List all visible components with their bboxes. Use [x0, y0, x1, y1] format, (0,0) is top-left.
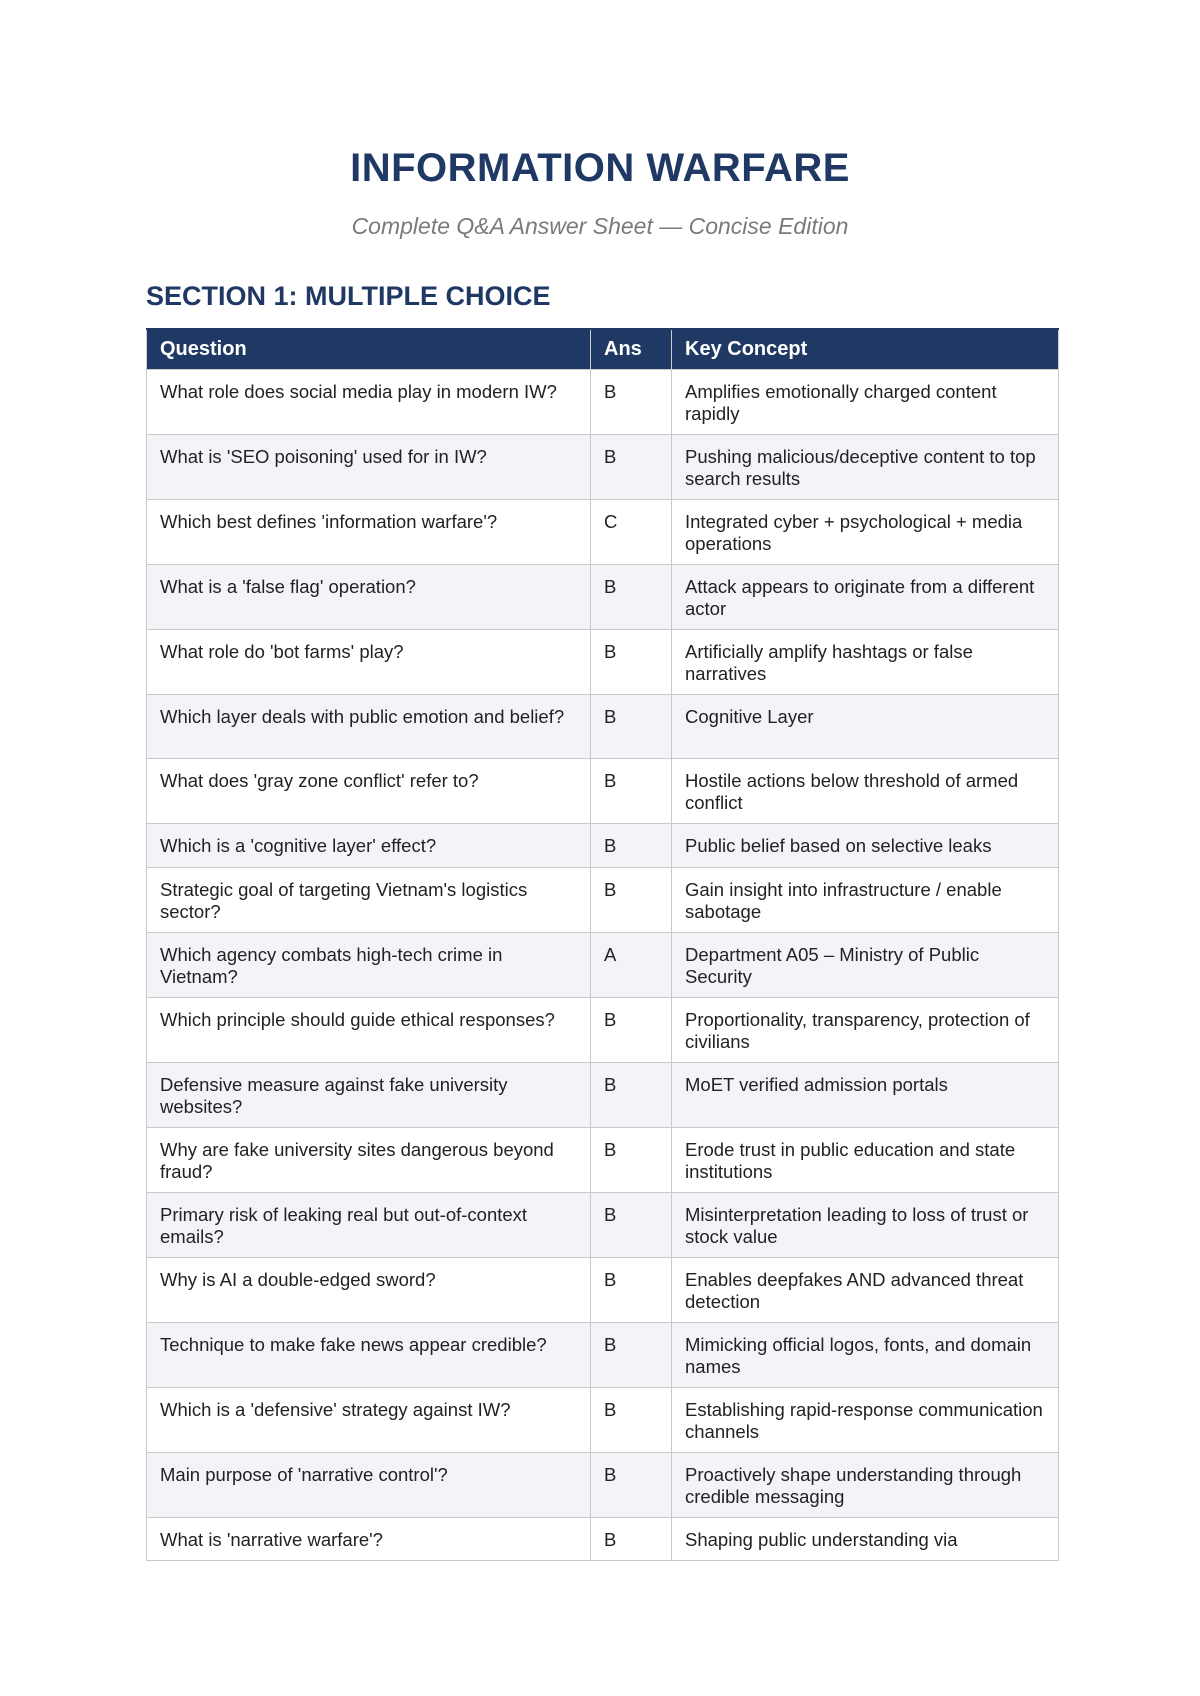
- answer-cell: B: [591, 629, 672, 694]
- concept-cell: Cognitive Layer: [672, 694, 1059, 758]
- question-cell: Which layer deals with public emotion and belief?: [147, 694, 591, 758]
- answer-cell: B: [591, 434, 672, 499]
- table-row: [147, 867, 1059, 932]
- question-cell: Strategic goal of targeting Vietnam's logistics sector?: [147, 867, 591, 932]
- answer-cell: B: [591, 1192, 672, 1257]
- question-cell: Which principle should guide ethical responses?: [147, 997, 591, 1062]
- question-cell: Why are fake university sites dangerous beyond fraud?: [147, 1127, 591, 1192]
- answer-cell: B: [591, 1387, 672, 1452]
- concept-cell: Gain insight into infrastructure / enable sabotage: [672, 867, 1059, 932]
- table-row: [147, 434, 1059, 499]
- question-cell: Technique to make fake news appear credible?: [147, 1322, 591, 1387]
- question-cell: Why is AI a double-edged sword?: [147, 1257, 591, 1322]
- column-header-answer: Ans: [591, 329, 672, 369]
- question-cell: What does 'gray zone conflict' refer to?: [147, 758, 591, 823]
- section-heading: SECTION 1: MULTIPLE CHOICE: [146, 281, 551, 311]
- concept-cell: Misinterpretation leading to loss of trust or stock value: [672, 1192, 1059, 1257]
- answer-cell: B: [591, 997, 672, 1062]
- concept-cell: Establishing rapid-response communication channels: [672, 1387, 1059, 1452]
- column-header-concept: Key Concept: [672, 329, 1059, 369]
- concept-cell: Hostile actions below threshold of armed conflict: [672, 758, 1059, 823]
- answer-cell: A: [591, 932, 672, 997]
- table-header-row: [147, 329, 1059, 369]
- concept-cell: Erode trust in public education and state institutions: [672, 1127, 1059, 1192]
- answer-cell: B: [591, 1257, 672, 1322]
- table-row: [147, 499, 1059, 564]
- question-cell: Which is a 'defensive' strategy against IW?: [147, 1387, 591, 1452]
- table-row: [147, 1322, 1059, 1387]
- question-cell: What role do 'bot farms' play?: [147, 629, 591, 694]
- table-row: [147, 1452, 1059, 1517]
- concept-cell: Amplifies emotionally charged content rapidly: [672, 369, 1059, 434]
- question-cell: Primary risk of leaking real but out-of-context emails?: [147, 1192, 591, 1257]
- concept-cell: Enables deepfakes AND advanced threat detection: [672, 1257, 1059, 1322]
- document-title: INFORMATION WARFARE: [350, 146, 850, 190]
- table-row: [147, 694, 1059, 758]
- answer-cell: B: [591, 823, 672, 867]
- table-row: [147, 1387, 1059, 1452]
- column-header-question: Question: [147, 329, 591, 369]
- qa-table: [146, 328, 1059, 1561]
- answer-cell: B: [591, 1452, 672, 1517]
- concept-cell: Shaping public understanding via: [672, 1517, 1059, 1560]
- question-cell: What is 'narrative warfare'?: [147, 1517, 591, 1560]
- question-cell: What is a 'false flag' operation?: [147, 564, 591, 629]
- answer-cell: B: [591, 867, 672, 932]
- answer-cell: B: [591, 758, 672, 823]
- concept-cell: Artificially amplify hashtags or false narratives: [672, 629, 1059, 694]
- answer-cell: B: [591, 1062, 672, 1127]
- table-row: [147, 997, 1059, 1062]
- answer-cell: B: [591, 1127, 672, 1192]
- question-cell: What role does social media play in modern IW?: [147, 369, 591, 434]
- answer-cell: B: [591, 1322, 672, 1387]
- concept-cell: Department A05 – Ministry of Public Security: [672, 932, 1059, 997]
- concept-cell: Proactively shape understanding through credible messaging: [672, 1452, 1059, 1517]
- concept-cell: Mimicking official logos, fonts, and domain names: [672, 1322, 1059, 1387]
- table-row: [147, 758, 1059, 823]
- table-row: [147, 564, 1059, 629]
- answer-cell: B: [591, 694, 672, 758]
- table-row: [147, 629, 1059, 694]
- question-cell: Which is a 'cognitive layer' effect?: [147, 823, 591, 867]
- table-row: [147, 932, 1059, 997]
- table-row: [147, 823, 1059, 867]
- table-row: [147, 369, 1059, 434]
- question-cell: Main purpose of 'narrative control'?: [147, 1452, 591, 1517]
- table-row: [147, 1127, 1059, 1192]
- concept-cell: Pushing malicious/deceptive content to top search results: [672, 434, 1059, 499]
- question-cell: What is 'SEO poisoning' used for in IW?: [147, 434, 591, 499]
- concept-cell: Attack appears to originate from a different actor: [672, 564, 1059, 629]
- question-cell: Which best defines 'information warfare'?: [147, 499, 591, 564]
- table-row: [147, 1062, 1059, 1127]
- question-cell: Defensive measure against fake university websites?: [147, 1062, 591, 1127]
- table-row: [147, 1257, 1059, 1322]
- table-row: [147, 1517, 1059, 1560]
- concept-cell: Integrated cyber + psychological + media operations: [672, 499, 1059, 564]
- concept-cell: MoET verified admission portals: [672, 1062, 1059, 1127]
- question-cell: Which agency combats high-tech crime in Vietnam?: [147, 932, 591, 997]
- document-subtitle: Complete Q&A Answer Sheet — Concise Edition: [351, 213, 849, 239]
- answer-cell: B: [591, 1517, 672, 1560]
- concept-cell: Public belief based on selective leaks: [672, 823, 1059, 867]
- answer-cell: B: [591, 369, 672, 434]
- answer-cell: C: [591, 499, 672, 564]
- table-row: [147, 1192, 1059, 1257]
- answer-cell: B: [591, 564, 672, 629]
- concept-cell: Proportionality, transparency, protection of civilians: [672, 997, 1059, 1062]
- table-body: [147, 369, 1059, 1560]
